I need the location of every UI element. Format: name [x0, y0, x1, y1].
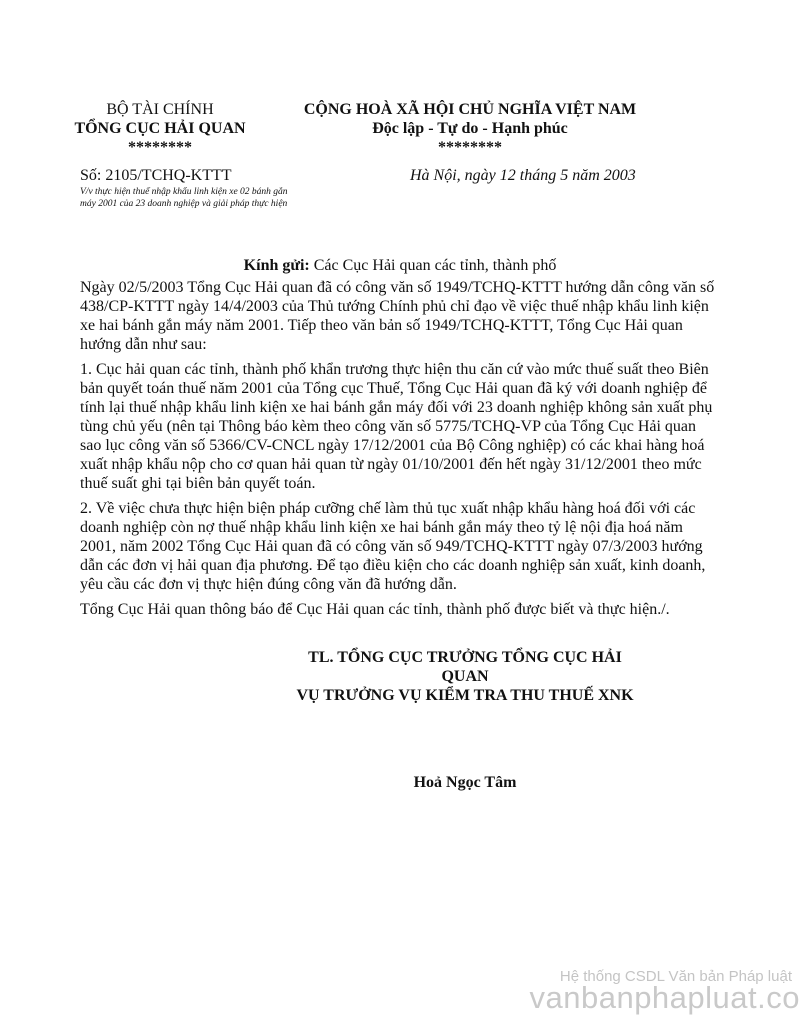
salutation-recipient: Các Cục Hải quan các tỉnh, thành phố	[309, 257, 557, 274]
watermark-site: vanbanphapluat.co	[529, 980, 800, 1015]
document-body	[80, 278, 720, 625]
issuing-agency-block	[60, 100, 260, 157]
agency-separator: ********	[128, 139, 192, 156]
body-paragraph-4: Tổng Cục Hải quan thông báo để Cục Hải quan các tỉnh, thành phố được biết và thực hiện./.	[80, 601, 670, 618]
signature-title-line-3: VỤ TRƯỞNG VỤ KIỂM TRA THU THUẾ XNK	[296, 687, 634, 704]
salutation	[0, 257, 800, 275]
document-subject: V/v thực hiện thuế nhập khẩu linh kiện xe 02 bánh gắn máy 2001 của 23 doanh nghiệp và giải pháp thực hiện	[80, 187, 288, 209]
signer-name: Hoả Ngọc Tâm	[413, 774, 517, 791]
parent-ministry: BỘ TÀI CHÍNH	[106, 101, 214, 118]
place-date: Hà Nội, ngày 12 tháng 5 năm 2003	[410, 167, 636, 184]
document-number: Số: 2105/TCHQ-KTTT	[80, 167, 232, 184]
national-motto: Độc lập - Tự do - Hạnh phúc	[372, 120, 568, 137]
national-header	[270, 100, 670, 157]
signature-title-line-2: QUAN	[441, 668, 489, 685]
motto-separator: ********	[438, 139, 502, 156]
issuing-agency: TỔNG CỤC HẢI QUAN	[74, 120, 246, 137]
salutation-label: Kính gửi:	[243, 257, 310, 274]
body-paragraph-1: Ngày 02/5/2003 Tổng Cục Hải quan đã có công văn số 1949/TCHQ-KTTT hướng dẫn công văn số 438/CP-KTTT ngày 14/4/2003 của Thủ tướng Chính phủ chỉ đạo về việc thuế nhập khẩu linh kiện xe hai bánh gắn máy năm 2001. Tiếp theo văn bản số 1949/TCHQ-KTTT, Tổng Cục Hải quan hướng dẫn như sau:	[80, 279, 715, 353]
body-paragraph-2: 1. Cục hải quan các tỉnh, thành phố khẩn trương thực hiện thu căn cứ vào mức thuế suất theo Biên bản quyết toán thuế năm 2001 của Tổng cục Thuế, Tổng Cục Hải quan đã ký với doanh nghiệp để tính lại thuế nhập khẩu linh kiện xe hai bánh gắn máy đối với 23 doanh nghiệp không sản xuất phụ tùng chủ yếu (nên tại Thông báo kèm theo công văn số 5775/TCHQ-VP của Tổng Cục Hải quan sao lục công văn số 5366/CV-CNCL ngày 17/12/2001 của Bộ Công nghiệp) có các khai hàng hoá xuất nhập khẩu nộp cho cơ quan hải quan từ ngày 01/10/2001 đến hết ngày 31/12/2001 theo mức thuế suất ghi tại biên bản quyết toán.	[80, 361, 713, 492]
signature-title	[265, 648, 665, 705]
watermark-caption: Hệ thống CSDL Văn bản Pháp luật	[559, 968, 792, 985]
body-paragraph-3: 2. Về việc chưa thực hiện biện pháp cưỡng chế làm thủ tục xuất nhập khẩu hàng hoá đối với các doanh nghiệp còn nợ thuế nhập khẩu linh kiện xe hai bánh gắn máy theo tỷ lệ nội địa hoá năm 2001, năm 2002 Tổng Cục Hải quan đã có công văn số 949/TCHQ-KTTT ngày 07/3/2003 hướng dẫn các đơn vị hải quan địa phương. Để tạo điều kiện cho các doanh nghiệp sản xuất, kinh doanh, yêu cầu các đơn vị thực hiện đúng công văn đã hướng dẫn.	[80, 500, 706, 593]
signature-title-line-1: TL. TỔNG CỤC TRƯỞNG TỔNG CỤC HẢI	[308, 649, 622, 666]
nation-name: CỘNG HOÀ XÃ HỘI CHỦ NGHĨA VIỆT NAM	[303, 101, 637, 118]
